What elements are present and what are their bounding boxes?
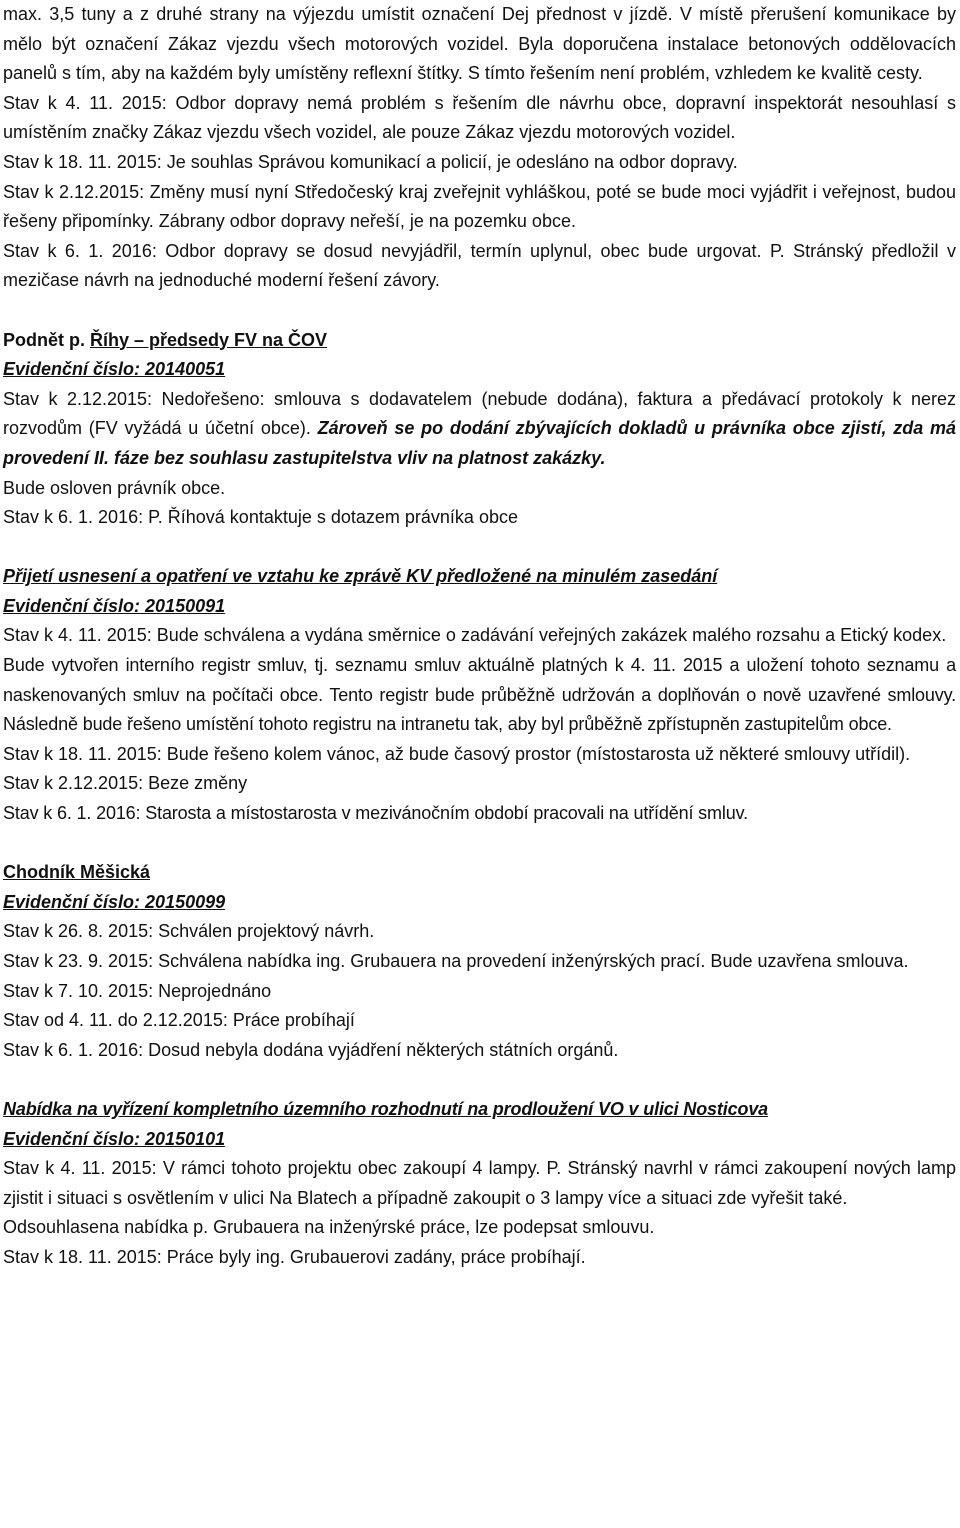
- status-paragraph: Stav k 2.12.2015: Beze změny: [3, 773, 248, 794]
- status-paragraph: [3, 385, 956, 474]
- status-paragraph: Stav k 6. 1. 2016: Starosta a místostarosta v mezivánočním období pracovali na utřídění smluv.: [3, 803, 748, 824]
- status-paragraph: Stav k 2.12.2015: Změny musí nyní Středočeský kraj zveřejnit vyhláškou, poté se bude moci vyjádřit i veřejnost, budou řešeny připomínky. Zábrany odbor dopravy neřeší, je na pozemku obce.: [3, 181, 956, 232]
- section-title-main: Říhy – předsedy FV na ČOV: [90, 329, 328, 350]
- section-spacer: [3, 829, 956, 859]
- evidence-number: Evidenční číslo: 20140051: [3, 359, 226, 380]
- status-text: Stav k 2.12.2015: Nedořešeno: smlouva s dodavatelem (nebude dodána), faktura a předávací protokoly k nerez rozvodům (FV vyžádá u účetní obce).: [3, 388, 956, 439]
- section-title: Nabídka na vyřízení kompletního územního rozhodnutí na prodloužení VO v ulici Nosticova: [3, 1098, 769, 1119]
- status-paragraph: Stav k 4. 11. 2015: Bude schválena a vydána směrnice o zadávání veřejných zakázek malého rozsahu a Etický kodex.: [3, 625, 947, 646]
- status-paragraph: Stav k 6. 1. 2016: P. Říhová kontaktuje s dotazem právníka obce: [3, 507, 518, 528]
- evidence-number: Evidenční číslo: 20150101: [3, 1128, 226, 1149]
- status-paragraph: Stav k 18. 11. 2015: Je souhlas Správou komunikací a policií, je odesláno na odbor dopravy.: [3, 151, 738, 172]
- emphasized-note: Zároveň se po dodání zbývajících dokladů u právníka obce zjistí, zda má provedení II. fáze bez souhlasu zastupitelstva vliv na platnost zakázky.: [3, 418, 956, 468]
- section-spacer: [3, 296, 956, 326]
- section-title: Přijetí usnesení a opatření ve vztahu ke zprávě KV předložené na minulém zasedání: [3, 566, 718, 587]
- evidence-number: Evidenční číslo: 20150091: [3, 595, 226, 616]
- section-spacer: [3, 1065, 956, 1095]
- status-paragraph: Stav k 7. 10. 2015: Neprojednáno: [3, 980, 272, 1001]
- status-paragraph: Stav k 4. 11. 2015: V rámci tohoto projektu obec zakoupí 4 lampy. P. Stránský navrhl v rámci zakoupení nových lamp zjistit i situaci s osvětlením v ulici Na Blatech a případně zakoupit o 3 lampy více a situaci zde vyřešit také.: [3, 1158, 956, 1208]
- section-title: Chodník Měšická: [3, 862, 151, 883]
- status-paragraph: Stav k 6. 1. 2016: Odbor dopravy se dosud nevyjádřil, termín uplynul, obec bude urgovat. P. Stránský předložil v mezičase návrh na jednoduché moderní řešení závory.: [3, 240, 956, 291]
- note-paragraph: Bude osloven právník obce.: [3, 477, 226, 498]
- status-paragraph: Stav k 4. 11. 2015: Odbor dopravy nemá problém s řešením dle návrhu obce, dopravní inspektorát nesouhlasí s umístěním značky Zákaz vjezdu všech vozidel, ale pouze Zákaz vjezdu motorových vozidel.: [3, 92, 956, 143]
- status-paragraph: Stav k 18. 11. 2015: Bude řešeno kolem vánoc, až bude časový prostor (místostarosta už některé smlouvy utřídil).: [3, 743, 911, 764]
- evidence-number: Evidenční číslo: 20150099: [3, 891, 226, 912]
- status-paragraph: Stav k 23. 9. 2015: Schválena nabídka ing. Grubauera na provedení inženýrských prací. Bude uzavřena smlouva.: [3, 951, 909, 971]
- status-paragraph: Stav k 6. 1. 2016: Dosud nebyla dodána vyjádření některých státních orgánů.: [3, 1039, 619, 1060]
- status-paragraph: Stav od 4. 11. do 2.12.2015: Práce probíhají: [3, 1010, 355, 1031]
- status-paragraph: Stav k 18. 11. 2015: Práce byly ing. Grubauerovi zadány, práce probíhají.: [3, 1246, 586, 1267]
- section-spacer: [3, 533, 956, 563]
- section-title-prefix: Podnět p.: [3, 329, 90, 350]
- section-title: [3, 326, 956, 356]
- note-paragraph: Bude vytvořen interního registr smluv, tj. seznamu smluv aktuálně platných k 4. 11. 2015 a uložení tohoto seznamu a naskenovaných smluv na počítači obce. Tento registr bude průběžně udržován a doplňován o nově uzavřené smlouvy. Následně bude řešeno umístění tohoto registru na intranetu tak, aby byl průběžně zpřístupněn zastupitelům obce.: [3, 655, 956, 735]
- intro-paragraph: max. 3,5 tuny a z druhé strany na výjezdu umístit označení Dej přednost v jízdě. V místě přerušení komunikace by mělo být označení Zákaz vjezdu všech motorových vozidel. Byla doporučena instalace betonových oddělovacích panelů s tím, aby na každém byly umístěny reflexní štítky. S tímto řešením není problém, vzhledem ke kvalitě cesty.: [3, 4, 956, 84]
- status-paragraph: Stav k 26. 8. 2015: Schválen projektový návrh.: [3, 921, 375, 942]
- note-paragraph: Odsouhlasena nabídka p. Grubauera na inženýrské práce, lze podepsat smlouvu.: [3, 1217, 655, 1238]
